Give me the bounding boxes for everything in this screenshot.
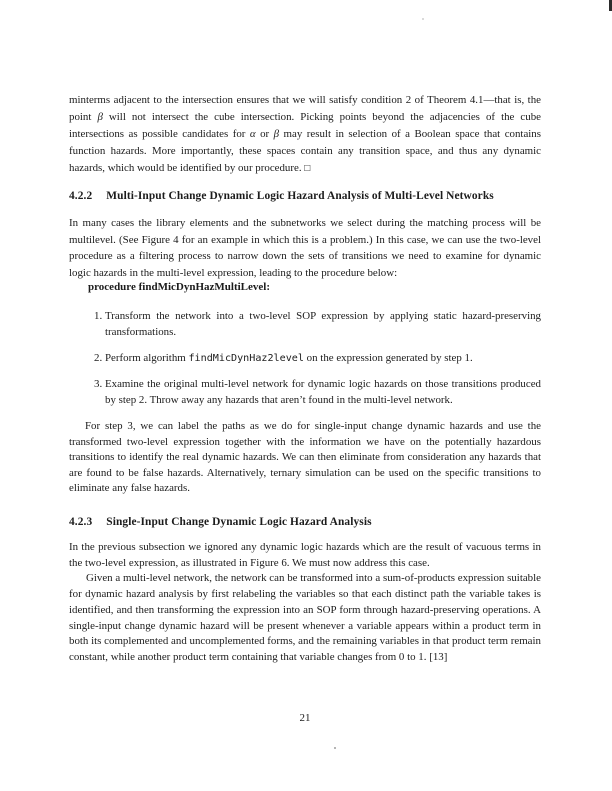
- paragraph-theorem-proof: [69, 92, 541, 177]
- list-item-number: 3.: [94, 378, 103, 390]
- paragraph-multilevel-intro: In many cases the library elements and the subnetworks we select during the matching process will be multilevel. (See Figure 4 for an example in which this is a problem.) In this case, we can use the two-level procedure as a filtering process to narrow down the sets of transitions we need to examine for dynamic logic hazards in the multi-level expression, leading to the procedure below:: [69, 217, 541, 279]
- scan-artifact-dot-top: [422, 18, 424, 20]
- paragraph-text: or: [255, 128, 274, 141]
- greek-beta: β: [273, 128, 280, 141]
- paragraph-step3: For step 3, we can label the paths as we do for single-input change dynamic hazards and use the transformed two-level expression together with the information we have on the potentially hazardous transitions to identify the real dynamic hazards. We can then eliminate from consideration any hazards that are found to be false hazards. Alternatively, ternary simulation can be used on the specific transitions to eliminate any false hazards.: [69, 420, 541, 495]
- list-item-number: 2.: [94, 352, 103, 364]
- section-heading-4-2-2: [69, 190, 494, 202]
- scan-artifact-dot-bottom: [334, 747, 336, 749]
- list-item-3: [94, 376, 541, 408]
- list-item-text: Examine the original multi-level network for dynamic logic hazards on those transitions produced by step 2. Throw away any hazards that aren’t found in the multi-level network.: [105, 378, 541, 406]
- greek-beta: β: [97, 111, 103, 124]
- list-item-text: Perform algorithm: [105, 352, 189, 364]
- greek-alpha: α: [249, 128, 256, 141]
- section-title: Multi-Input Change Dynamic Logic Hazard Analysis of Multi-Level Networks: [106, 190, 494, 202]
- list-item-number: 1.: [94, 310, 103, 322]
- section-title: Single-Input Change Dynamic Logic Hazard Analysis: [106, 516, 372, 528]
- procedure-declaration: procedure findMicDynHazMultiLevel:: [88, 281, 270, 293]
- section-heading-4-2-3: [69, 516, 372, 528]
- list-item-text: on the expression generated by step 1.: [303, 352, 473, 364]
- list-item-2: [94, 350, 541, 367]
- section-number: 4.2.3: [69, 516, 93, 528]
- algorithm-name-code: findMicDynHaz2level: [188, 353, 304, 364]
- paragraph-vacuous-terms: In the previous subsection we ignored any dynamic logic hazards which are the result of vacuous terms in the two-level expression, as illustrated in Figure 6. We must now address this case.: [69, 541, 541, 569]
- list-item-1: [94, 308, 541, 340]
- paragraph-group: [69, 540, 541, 666]
- list-item-text: Transform the network into a two-level SOP expression by applying static hazard-preserving transformations.: [105, 310, 541, 338]
- paragraph-text: may result in selection of a Boolean space that contains function hazards. More importantly, these spaces contain any transition space, and thus any dynamic hazards, which would be identified by our procedure.: [69, 128, 541, 175]
- paragraph-text: minterms adjacent to the intersection ensures that we will satisfy condition 2 of Theorem 4.1—that is, the point: [69, 94, 541, 124]
- qed-box: □: [304, 163, 311, 175]
- paragraph-relabeling: Given a multi-level network, the network can be transformed into a sum-of-products expression suitable for dynamic hazard analysis by first relabeling the variables so that each distinct path the variable takes is identified, and then transforming the expression into an SOP form through hazard-preserving operations. A single-input change dynamic hazard will be present whenever a variable appears within a product term in both its complemented and uncomplemented forms, and the remaining variables in that product term remain constant, while another product term containing that variable changes from 0 to 1. [13]: [69, 572, 541, 663]
- paragraph-text: will not intersect the cube intersection. Picking points beyond the adjacencies of the cube intersections as possible candidates for: [69, 111, 541, 141]
- page-number: 21: [299, 712, 311, 724]
- section-number: 4.2.2: [69, 190, 93, 202]
